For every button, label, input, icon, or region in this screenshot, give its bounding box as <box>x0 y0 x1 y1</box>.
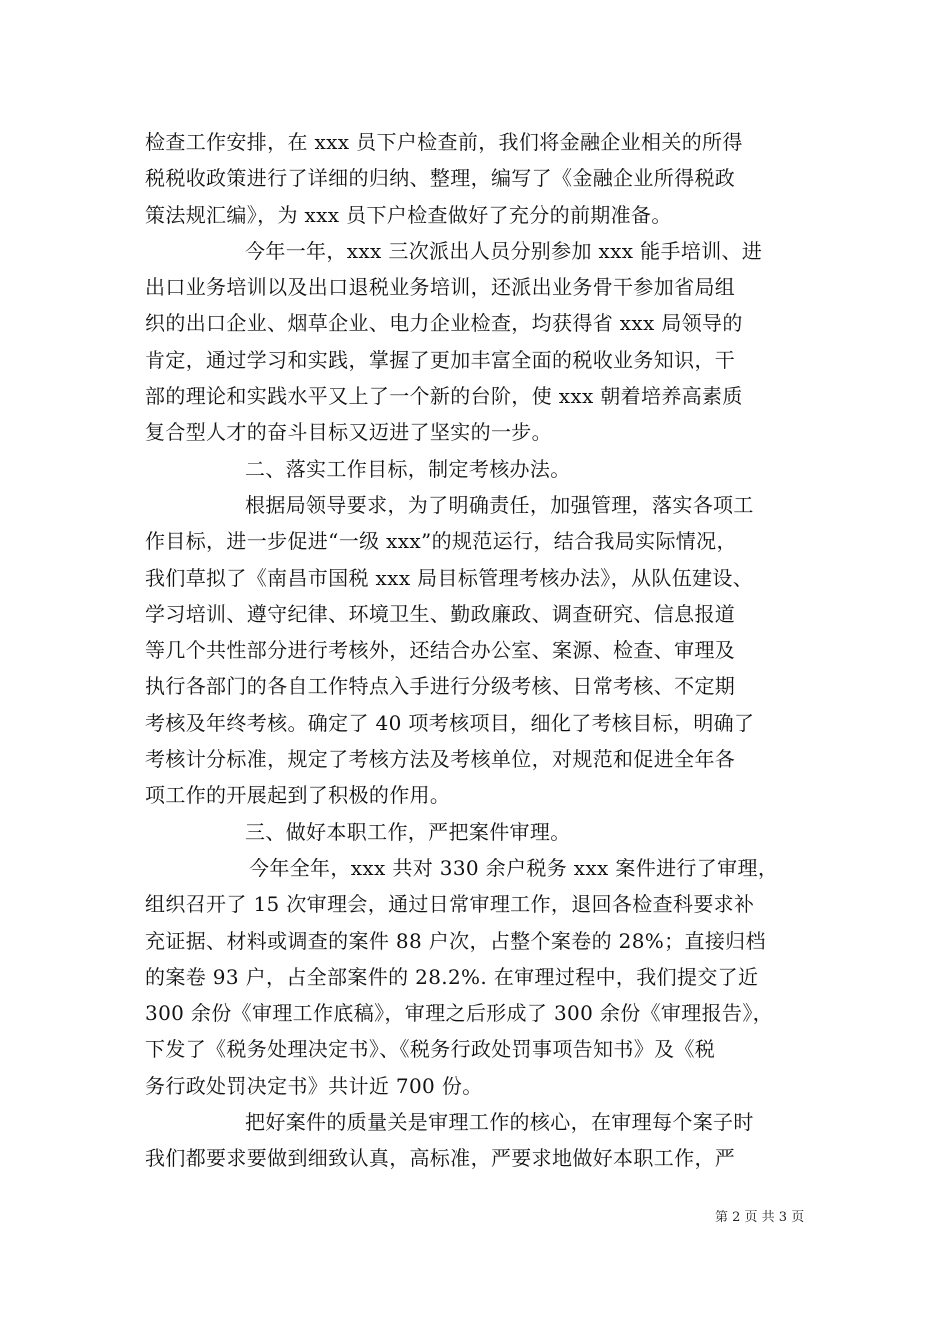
text-line: 部的理论和实践水平又上了一个新的台阶，使 xxx 朝着培养高素质 <box>145 384 743 409</box>
text-line: 我们都要求要做到细致认真，高标准，严要求地做好本职工作，严 <box>145 1146 736 1171</box>
text-line: 等几个共性部分进行考核外，还结合办公室、案源、检查、审理及 <box>145 638 736 663</box>
text-line: 务行政处罚决定书》共计近 700 份。 <box>145 1073 483 1098</box>
text-line: 学习培训、遵守纪律、环境卫生、勤政廉政、调查研究、信息报道 <box>145 601 736 626</box>
paragraph-start-line: 把好案件的质量关是审理工作的核心，在审理每个案子时 <box>245 1110 754 1135</box>
text-line: 织的出口企业、烟草企业、电力企业检查，均获得省 xxx 局领导的 <box>145 311 743 336</box>
text-line: 考核及年终考核。确定了 40 项考核项目，细化了考核目标，明确了 <box>145 710 755 735</box>
text-line: 策法规汇编》，为 xxx 员下户检查做好了充分的前期准备。 <box>145 202 672 227</box>
page-number: 第 2 页 共 3 页 <box>715 1210 805 1225</box>
paragraph-start-line: 今年全年，xxx 共对 330 余户税务 xxx 案件进行了审理， <box>249 855 779 880</box>
text-line: 肯定，通过学习和实践，掌握了更加丰富全面的税收业务知识，干 <box>145 347 736 372</box>
section-heading-2: 二、落实工作目标，制定考核办法。 <box>245 456 571 481</box>
paragraph-start-line: 今年一年，xxx 三次派出人员分别参加 xxx 能手培训、进 <box>245 238 763 263</box>
text-line: 检查工作安排，在 xxx 员下户检查前，我们将金融企业相关的所得 <box>145 130 743 154</box>
text-line: 我们草拟了《南昌市国税 xxx 局目标管理考核办法》，从队伍建设、 <box>145 565 754 590</box>
paragraph-start-line: 根据局领导要求，为了明确责任，加强管理，落实各项工 <box>245 492 754 517</box>
document-body <box>145 124 815 1177</box>
text-line: 的案卷 93 户，占全部案件的 28.2%. 在审理过程中，我们提交了近 <box>145 964 759 989</box>
text-line: 执行各部门的各自工作特点入手进行分级考核、日常考核、不定期 <box>145 674 736 699</box>
text-line: 充证据、材料或调查的案件 88 户次，占整个案卷的 28%；直接归档 <box>145 928 766 953</box>
text-line: 复合型人才的奋斗目标又迈进了坚实的一步。 <box>145 420 552 445</box>
text-line: 300 余份《审理工作底稿》，审理之后形成了 300 余份《审理报告》， <box>145 1001 774 1026</box>
text-line: 出口业务培训以及出口退税业务培训，还派出业务骨干参加省局组 <box>145 275 736 300</box>
text-line: 税税收政策进行了详细的归纳、整理，编写了《金融企业所得税政 <box>145 166 736 191</box>
text-line: 组织召开了 15 次审理会，通过日常审理工作，退回各检查科要求补 <box>145 892 755 917</box>
text-line: 项工作的开展起到了积极的作用。 <box>145 783 451 808</box>
text-line: 下发了《税务处理决定书》、《税务行政处罚事项告知书》及《税 <box>145 1037 716 1062</box>
section-heading-3: 三、做好本职工作，严把案件审理。 <box>245 819 571 844</box>
text-line: 考核计分标准，规定了考核方法及考核单位，对规范和促进全年各 <box>145 747 736 772</box>
text-line: 作目标，进一步促进“一级 xxx”的规范运行，结合我局实际情况， <box>145 529 737 554</box>
